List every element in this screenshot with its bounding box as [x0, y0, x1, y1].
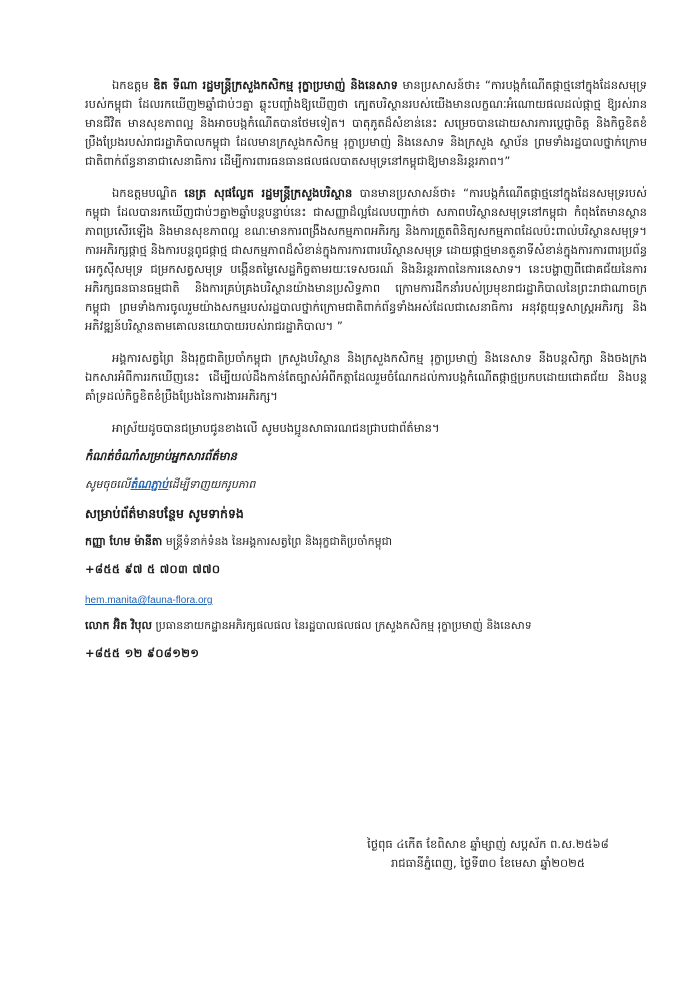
contact-2-name: លោក អ៊ិត វិបុល [85, 619, 153, 632]
paragraph-organizations [85, 349, 647, 406]
download-photos-line [85, 475, 647, 494]
minister-name-title: នេត្រ សុផល្លែត រដ្ឋមន្ត្រីក្រសួងបរិស្ថាន [184, 186, 353, 200]
date-block [338, 835, 638, 873]
contact-2-line [85, 616, 647, 635]
paragraph-prefix: ឯកឧត្តម [112, 78, 154, 92]
paragraph-prefix: ឯកឧត្តមបណ្ឌិត [112, 186, 185, 200]
contact-2-phone: +៨៥៥ ១២ ៩០៨១២១ [85, 646, 200, 660]
photos-link[interactable]: តំណភ្ជាប់ [130, 478, 169, 491]
contact-2-title: ប្រធាននាយកដ្ឋានអភិរក្សផលផល នៃរដ្ឋបាលផលផល ក្រសួងកសិកម្ម រុក្ខាប្រមាញ់ និងនេសាទ [152, 619, 532, 632]
editor-notes-heading: កំណត់ចំណាំសម្រាប់អ្នកសារព័ត៌មាន [85, 449, 237, 463]
press-release-page [85, 76, 647, 672]
closing-sentence: អាស្រ័យដូចបានជម្រាបជូនខាងលើ សូមបងប្អូនសាធារណជនជ្រាបជាព័ត៌មាន។ [112, 421, 440, 435]
paragraph-agriculture-minister [85, 76, 647, 171]
contact-1-phone: +៨៥៥ ៩៧ ៥ ៧០៣ ៧៧០ [85, 562, 221, 576]
download-text-before: សូមចុចលើ [85, 478, 131, 491]
paragraph-environment-minister [85, 184, 647, 336]
minister-name-title: ឌិត ទីណា រដ្ឋមន្ត្រីក្រសួងកសិកម្ម រុក្ខាប្រមាញ់ និងនេសាទ [153, 78, 398, 92]
lunar-date: ថ្ងៃពុធ ៤កើត ខែពិសាខ ឆ្នាំម្សាញ់ សប្តស័ក ព.ស.២៥៦៨ [367, 837, 609, 851]
gregorian-date: រាជធានីភ្នំពេញ, ថ្ងៃទី៣០ ខែមេសា ឆ្នាំ២០២៥ [390, 856, 586, 870]
paragraph-body: មានប្រសាសន៍ថា៖ “ការបង្កកំណើតផ្កាថ្មនៅក្នុងដែនសមុទ្ររបស់កម្ពុជា ដែលរកឃើញ២ឆ្នាំជាប់ៗគ្នា ឆ្លុះបញ្ចាំងឱ្យឃើញថា ក្បេតបរិស្ថានរបស់យើងមានលក្ខណៈអំណោយផលដល់ផ្កាថ្ម ឱ្យរស់រានមានជីវិត មានសុខភាពល្អ និងអាចបង្កកំណើតបានថែមទៀត។ បាតុភូតដ៏សំខាន់នេះ សម្រេចបានដោយសារការប្តេជ្ញាចិត្ត និងកិច្ចខិតខំប្រឹងប្រែងរបស់រាជរដ្ឋាភិបាលកម្ពុជា ដែលមានក្រសួងកសិកម្ម រុក្ខាប្រមាញ់ និងនេសាទ និងក្រសួង ស្ថាប័ន ព្រមទាំងរដ្ឋបាលថ្នាក់ក្រោមជាតិពាក់ព័ន្ធនានាជាសេនាធិការ ដើម្បីការពារធនធានផលផលបាតសមុទ្រនៅកម្ពុជាឱ្យមាននិរន្តរភាព។” [85, 78, 648, 168]
paragraph-body: អង្គការសត្វព្រៃ និងរុក្ខជាតិប្រចាំកម្ពុជា ក្រសួងបរិស្ថាន និងក្រសួងកសិកម្ម រុក្ខាប្រមាញ់ និងនេសាទ នឹងបន្តសិក្សា និងចងក្រងឯកសារអំពីការរកឃើញនេះ ដើម្បីយល់ដឹងកាន់តែច្បាស់អំពីកត្តាដែលរួមចំណែកដល់ការបង្កកំណើតផ្កាថ្មប្រកបដោយជោគជ័យ និងបន្តគាំទ្រដល់កិច្ចខិតខំប្រឹងប្រែងនៃការងារអភិរក្ស។ [85, 351, 647, 403]
more-info-heading: សម្រាប់ព័ត៌មានបន្ថែម សូមទាក់ទង [85, 506, 244, 521]
contact-1-line [85, 532, 647, 551]
contact-1-name: កញ្ញា ហែម ម៉ានីតា [85, 535, 163, 548]
paragraph-body: បានមានប្រសាសន៍ថា៖ “ការបង្កកំណើតផ្កាថ្មនៅក្នុងដែនសមុទ្ររបស់កម្ពុជា ដែលបានរកឃើញជាប់ៗគ្នា២ឆ្នាំបន្តបន្ទាប់នេះ ជាសញ្ញាដ៏ល្អដែលបញ្ជាក់ថា សភាពបរិស្ថានសមុទ្រនៅកម្ពុជា កំពុងតែមានស្ថានភាពប្រសើរឡើង និងមានសុខភាពល្អ ខណៈមានការពង្រឹងសកម្មភាពអភិរក្ស និងការត្រួតពិនិត្យសកម្មភាពដែលប៉ះពាល់បរិស្ថានសមុទ្រ។ ការអភិរក្សផ្កាថ្ម និងការបន្តពូជផ្កាថ្ម ជាសកម្មភាពដ៏សំខាន់ក្នុងការការពារបរិស្ថានសមុទ្រ ដោយផ្កាថ្មមានតួនាទីសំខាន់ក្នុងការការពារប្រព័ន្ធអេកូស៊ីសមុទ្រ ជម្រកសត្វសមុទ្រ បង្កើនតម្លៃសេដ្ឋកិច្ចតាមរយៈទេសចរណ៍ និងនិរន្តរភាពនៃការនេសាទ។ នេះបង្ហាញពីជោគជ័យនៃការអភិរក្សធនធានធម្មជាតិ និងការគ្រប់គ្រងបរិស្ថានយ៉ាងមានប្រសិទ្ធភាព ក្រោមការដឹកនាំរបស់ប្រមុខរាជរដ្ឋាភិបាលនៃព្រះរាជាណាចក្រកម្ពុជា ព្រមទាំងការចូលរួមយ៉ាងសកម្មរបស់រដ្ឋបាលថ្នាក់ក្រោមជាតិពាក់ព័ន្ធទាំងអស់ដែលជាសេនាធិការ អនុវត្តយុទ្ធសាស្ត្រអភិរក្ស និងអភិវឌ្ឍន៍បរិស្ថានតាមគោលនយោបាយរបស់រាជរដ្ឋាភិបាល។ ” [85, 186, 648, 333]
contact-1-email-link[interactable]: hem.manita@fauna-flora.org [85, 595, 213, 606]
contact-1-title: មន្ត្រីទំនាក់ទំនង នៃអង្គការសត្វព្រៃ និងរុក្ខជាតិប្រចាំកម្ពុជា [162, 535, 393, 548]
download-text-after: ដើម្បីទាញយករូបភាព [168, 478, 256, 491]
